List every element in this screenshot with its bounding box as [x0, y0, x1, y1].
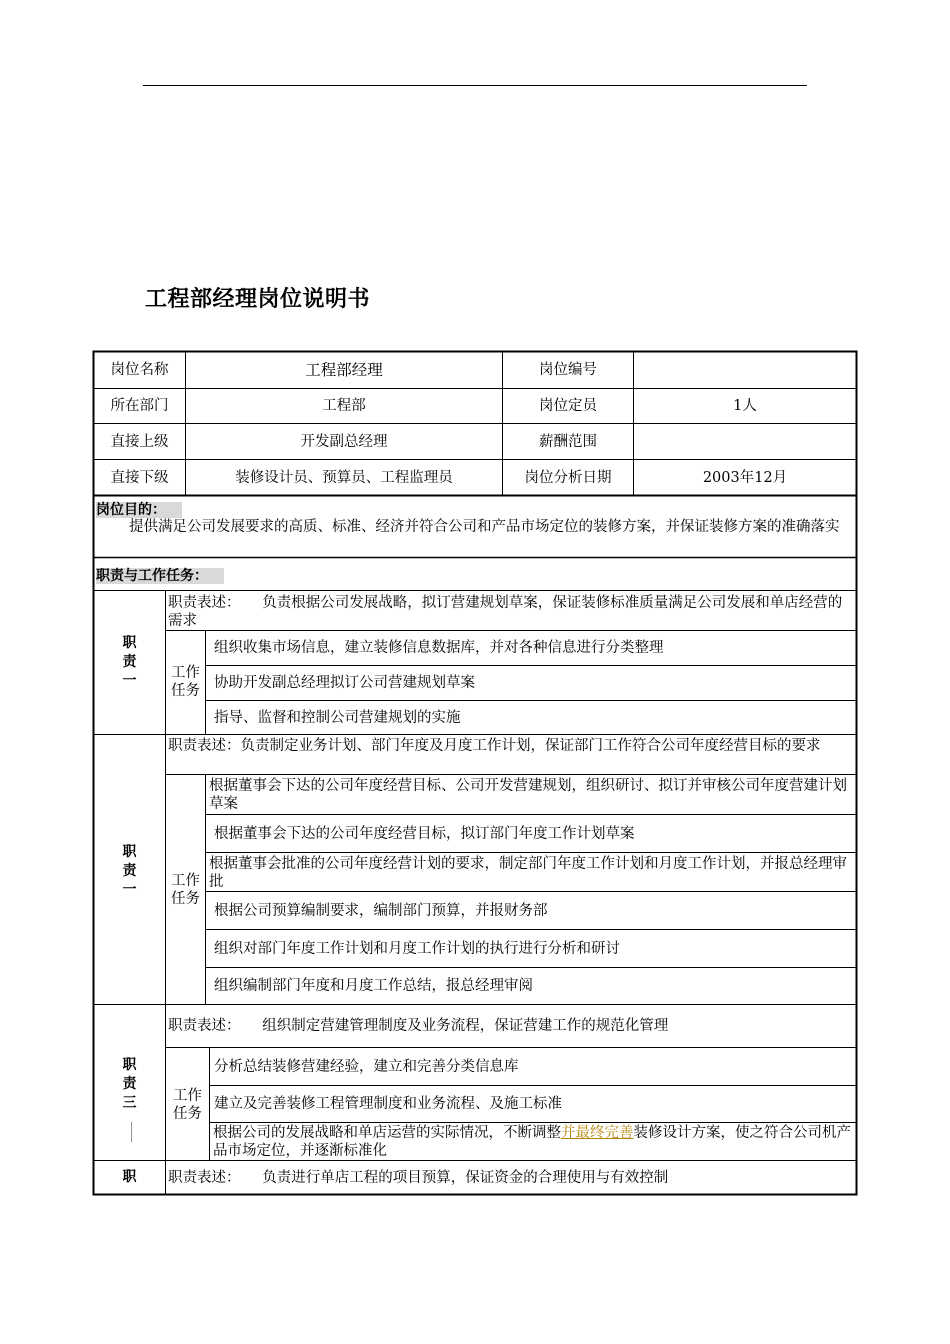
purpose-text: 提供满足公司发展要求的高质、标准、经济并符合公司和产品市场定位的装修方案，并保证装修方案的准确落实: [129, 519, 840, 535]
duty-2-task-2: 根据董事会下达的公司年度经营目标，拟订部门年度工作计划草案: [214, 825, 635, 842]
duty-2-task-label: 工作任务: [171, 873, 200, 907]
duty-1-task-label: 工作任务: [171, 665, 200, 699]
label-salary-range: 薪酬范围: [539, 433, 597, 450]
duty-2-task-4: 根据公司预算编制要求，编制部门预算，并报财务部: [214, 902, 548, 919]
duty-3-task-label: 工作任务: [173, 1088, 202, 1122]
value-subordinates: 装修设计员、预算员、工程监理员: [235, 469, 453, 486]
duty-2-label: 职责一: [122, 844, 137, 898]
value-department: 工程部: [322, 398, 366, 414]
label-position-name: 岗位名称: [110, 362, 169, 378]
duty-2-task-3: 根据董事会批准的公司年度经营计划的要求，制定部门年度工作计划和月度工作计划，并报总经理审批: [209, 856, 847, 890]
duty-3-task-2: 建立及完善装修工程管理制度和业务流程、及施工标准: [214, 1096, 562, 1112]
duty-2-task-1: 根据董事会下达的公司年度经营目标、公司开发营建规划，组织研讨、拟订并审核公司年度营建计划草案: [209, 778, 847, 812]
label-superior: 直接上级: [110, 433, 169, 450]
duty-2-task-5: 组织对部门年度工作计划和月度工作计划的执行进行分析和研讨: [214, 940, 620, 957]
duty-1-statement: 职责表述： 负责根据公司发展战略，拟订营建规划草案，保证装修标准质量满足公司发展和单店经营的需求: [168, 595, 843, 629]
duty-1-task-1: 组织收集市场信息，建立装修信息数据库，并对各种信息进行分类整理: [214, 640, 664, 656]
duty-3-task-3: 根据公司的发展战略和单店运营的实际情况，不断调整并最终完善装修设计方案，使之符合公司机产品市场定位，并逐渐标准化: [213, 1125, 851, 1159]
duty-4-label: 职: [122, 1169, 137, 1185]
label-headcount: 岗位定员: [539, 398, 597, 414]
duty-1-label: 职责一: [122, 635, 137, 689]
value-position-name: 工程部经理: [305, 361, 383, 379]
value-superior: 开发副总经理: [300, 433, 388, 450]
highlight-link[interactable]: 并最终完善: [561, 1125, 634, 1141]
duty-1-task-3: 指导、监督和控制公司营建规划的实施: [214, 709, 461, 726]
label-analysis-date: 岗位分析日期: [524, 469, 612, 486]
purpose-heading: 岗位目的：: [96, 499, 182, 519]
label-department: 所在部门: [110, 398, 169, 414]
duty-3-label: 职责三: [122, 1057, 137, 1111]
value-salary-range: [634, 424, 856, 459]
value-analysis-date: 2003年12月: [702, 469, 788, 486]
label-subordinates: 直接下级: [110, 469, 169, 486]
duty-3-task-1: 分析总结装修营建经验，建立和完善分类信息库: [214, 1058, 519, 1075]
value-headcount: 1人: [733, 398, 757, 414]
duty-2-task-6: 组织编制部门年度和月度工作总结，报总经理审阅: [214, 978, 533, 994]
duties-heading: 职责与工作任务：: [96, 565, 224, 585]
label-position-code: 岗位编号: [539, 362, 597, 378]
duty-3-statement: 职责表述： 组织制定营建管理制度及业务流程，保证营建工作的规范化管理: [168, 1018, 669, 1034]
page-title: 工程部经理岗位说明书: [145, 287, 371, 312]
duty-1-task-2: 协助开发副总经理拟订公司营建规划草案: [214, 675, 475, 691]
duty-4-statement: 职责表述： 负责进行单店工程的项目预算，保证资金的合理使用与有效控制: [168, 1169, 669, 1186]
value-position-code: [634, 352, 856, 388]
duty-2-statement: 职责表述：负责制定业务计划、部门年度及月度工作计划，保证部门工作符合公司年度经营目标的要求: [168, 738, 821, 754]
